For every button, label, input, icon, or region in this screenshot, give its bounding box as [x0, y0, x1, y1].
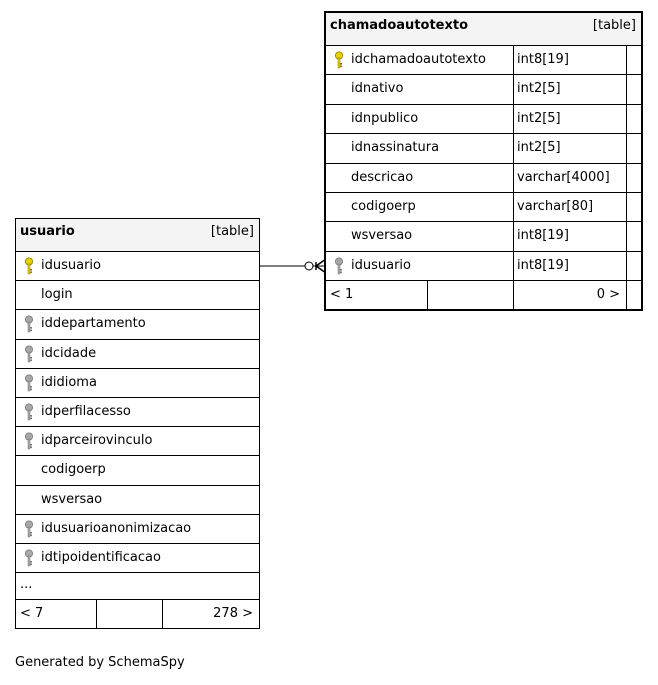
- column-row: [16, 486, 259, 515]
- column-name: idnassinatura: [351, 140, 440, 156]
- column-name: idcidade: [41, 345, 97, 361]
- column-type: int8[19]: [517, 228, 569, 244]
- column-name: idusuario: [41, 258, 101, 273]
- column-row: [326, 75, 641, 104]
- column-row: [16, 427, 259, 456]
- column-name: idchamadoautotexto: [351, 52, 486, 67]
- column-type: varchar[80]: [517, 199, 594, 214]
- column-name: idusuarioanonimizacao: [41, 520, 192, 536]
- table-name: chamadoautotexto: [330, 18, 469, 33]
- table-chamadoautotexto[interactable]: [324, 11, 643, 311]
- column-name: wsversao: [41, 491, 103, 507]
- column-row: [16, 456, 259, 485]
- primary-key-icon: [23, 257, 35, 275]
- column-row: [326, 193, 641, 222]
- column-row: [16, 252, 259, 281]
- column-row: [16, 310, 259, 339]
- column-row: [326, 222, 641, 251]
- column-name: idnativo: [351, 81, 404, 97]
- column-row: [326, 46, 641, 75]
- column-name: idparceirovinculo: [41, 433, 153, 449]
- children-count: 0 >: [596, 287, 620, 302]
- column-row: [16, 340, 259, 369]
- column-name: ididioma: [41, 374, 97, 390]
- foreign-key-icon: [333, 257, 345, 275]
- column-row: [326, 134, 641, 163]
- column-type: int2[5]: [517, 110, 561, 126]
- foreign-key-icon: [23, 403, 35, 421]
- column-row: [16, 544, 259, 573]
- table-kind-label: [table]: [210, 224, 254, 239]
- column-type: int2[5]: [517, 81, 561, 97]
- column-name: wsversao: [351, 228, 413, 244]
- column-row: [16, 369, 259, 398]
- column-row: [16, 281, 259, 310]
- table-footer: [16, 600, 259, 628]
- table-header: [16, 219, 259, 252]
- column-row: [326, 164, 641, 193]
- column-name: login: [41, 287, 73, 303]
- column-name: idperfilacesso: [41, 404, 131, 419]
- table-footer: [326, 281, 641, 309]
- column-type: varchar[4000]: [517, 169, 610, 185]
- primary-key-icon: [333, 51, 345, 69]
- column-row: [326, 252, 641, 281]
- column-name: idnpublico: [351, 110, 419, 126]
- foreign-key-icon: [23, 315, 35, 333]
- table-kind-label: [table]: [592, 18, 636, 33]
- foreign-key-icon: [23, 520, 35, 538]
- children-count: 278 >: [213, 606, 253, 621]
- optional-circle-marker: [305, 262, 313, 270]
- foreign-key-icon: [23, 432, 35, 450]
- column-row: [16, 398, 259, 427]
- column-row: [16, 515, 259, 544]
- table-header: [326, 13, 641, 46]
- column-type: int8[19]: [517, 257, 569, 273]
- column-name: iddepartamento: [41, 316, 146, 332]
- column-type: int2[5]: [517, 140, 561, 156]
- column-row: [326, 105, 641, 134]
- more-columns: ...: [16, 573, 259, 600]
- parents-count: < 1: [330, 287, 354, 302]
- column-name: idtipoidentificacao: [41, 550, 161, 565]
- column-name: idusuario: [351, 257, 411, 273]
- table-usuario[interactable]: [15, 218, 260, 629]
- column-name: codigoerp: [351, 199, 416, 214]
- parents-count: < 7: [20, 606, 44, 621]
- foreign-key-icon: [23, 345, 35, 363]
- table-name: usuario: [20, 224, 75, 239]
- column-type: int8[19]: [517, 52, 569, 67]
- generated-by-note: Generated by SchemaSpy: [15, 655, 185, 670]
- foreign-key-icon: [23, 549, 35, 567]
- foreign-key-icon: [23, 374, 35, 392]
- column-name: codigoerp: [41, 462, 106, 478]
- column-name: descricao: [351, 169, 414, 185]
